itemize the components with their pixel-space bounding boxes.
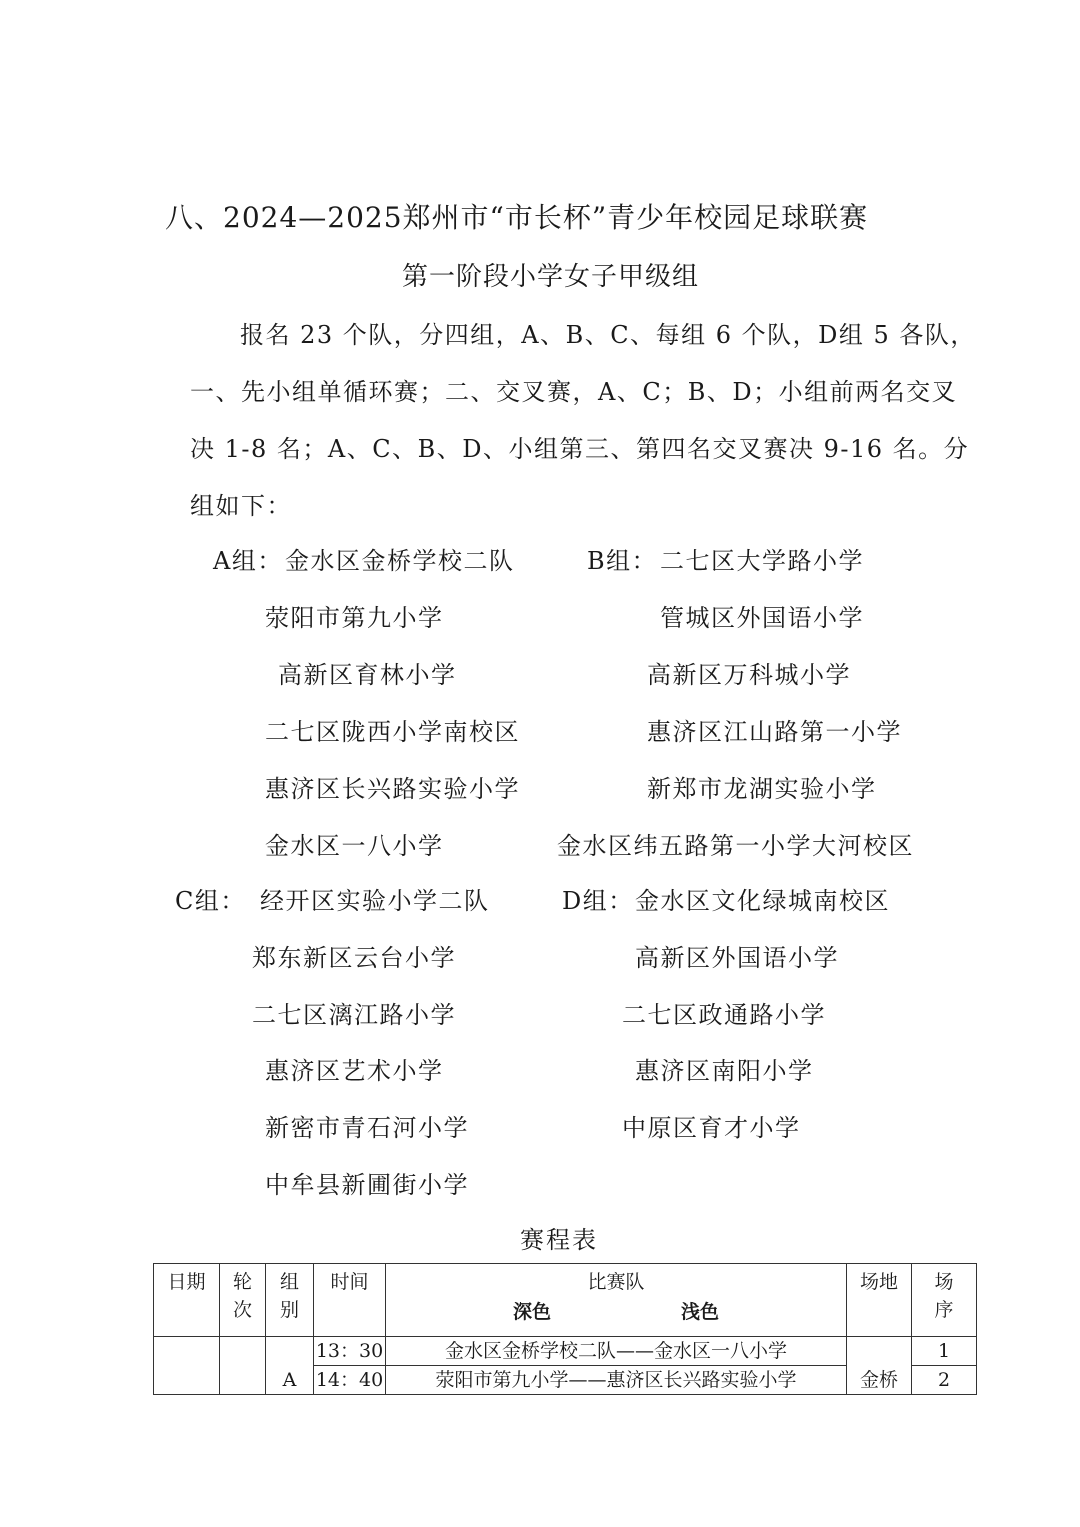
header-group-char: 别 (279, 1299, 299, 1321)
group-a-team: 金水区一八小学 (265, 832, 444, 860)
group-d-team: 高新区外国语小学 (635, 944, 839, 972)
cell-match: 金水区金桥学校二队——金水区一八小学 (386, 1337, 847, 1366)
intro-line-4: 组如下： (190, 492, 292, 520)
group-b-team: 金水区纬五路第一小学大河校区 (557, 832, 914, 860)
group-c-team: 二七区漓江路小学 (252, 1001, 456, 1029)
cell-order: 2 (912, 1366, 977, 1395)
group-d-team: 惠济区南阳小学 (635, 1057, 814, 1085)
cell-time: 13：30 (314, 1337, 386, 1366)
group-a-team: 金水区金桥学校二队 (285, 547, 515, 575)
header-match-label: 比赛队 (587, 1271, 645, 1293)
cell-date (154, 1337, 220, 1395)
header-date: 日期 (154, 1264, 220, 1337)
cell-match: 荥阳市第九小学——惠济区长兴路实验小学 (386, 1366, 847, 1395)
schedule-header-row (154, 1264, 977, 1337)
header-order (912, 1264, 977, 1337)
group-a-team: 高新区育林小学 (278, 661, 457, 689)
group-a-team: 惠济区长兴路实验小学 (265, 775, 520, 803)
header-round (220, 1264, 266, 1337)
group-b-label: B组： (587, 547, 658, 575)
page-title: 八、2024—2025郑州市“市长杯”青少年校园足球联赛 (165, 201, 869, 234)
group-d-team: 二七区政通路小学 (622, 1001, 826, 1029)
group-a-label: A组： (213, 547, 283, 575)
group-b-team: 高新区万科城小学 (647, 661, 851, 689)
header-order-char: 序 (934, 1299, 954, 1321)
cell-order: 1 (912, 1337, 977, 1366)
header-round-char: 次 (232, 1299, 252, 1321)
group-c-label: C组： (175, 887, 246, 915)
cell-group: A (266, 1337, 314, 1395)
schedule-table (153, 1263, 977, 1395)
group-b-team: 管城区外国语小学 (660, 604, 864, 632)
group-c-team: 经开区实验小学二队 (260, 887, 490, 915)
group-a-team: 二七区陇西小学南校区 (265, 718, 520, 746)
group-c-team: 惠济区艺术小学 (265, 1057, 444, 1085)
group-b-team: 惠济区江山路第一小学 (647, 718, 902, 746)
intro-line-3: 决 1-8 名；A、C、B、D、小组第三、第四名交叉赛决 9-16 名。分 (190, 435, 970, 463)
header-group-char: 组 (279, 1271, 299, 1293)
table-row (154, 1337, 977, 1366)
cell-venue: 金桥 (847, 1337, 912, 1395)
group-d-team: 金水区文化绿城南校区 (635, 887, 890, 915)
intro-line-2: 一、先小组单循环赛；二、交叉赛，A、C；B、D；小组前两名交叉 (190, 378, 958, 406)
header-light: 浅色 (681, 1301, 720, 1323)
group-d-team: 中原区育才小学 (622, 1114, 801, 1142)
group-b-team: 二七区大学路小学 (660, 547, 864, 575)
header-match (386, 1264, 847, 1337)
group-c-team: 中牟县新圃街小学 (265, 1171, 469, 1199)
header-time: 时间 (314, 1264, 386, 1337)
cell-time: 14：40 (314, 1366, 386, 1395)
group-a-team: 荥阳市第九小学 (265, 604, 444, 632)
header-round-char: 轮 (232, 1271, 252, 1293)
group-d-label: D组： (562, 887, 634, 915)
header-order-char: 场 (934, 1271, 954, 1293)
intro-line-1: 报名 23 个队，分四组，A、B、C、每组 6 个队，D组 5 各队， (240, 321, 976, 349)
page-subtitle: 第一阶段小学女子甲级组 (402, 262, 700, 292)
group-b-team: 新郑市龙湖实验小学 (647, 775, 877, 803)
group-c-team: 郑东新区云台小学 (252, 944, 456, 972)
cell-round (220, 1337, 266, 1395)
header-group (266, 1264, 314, 1337)
schedule-caption: 赛程表 (520, 1226, 598, 1254)
header-dark: 深色 (512, 1301, 551, 1323)
group-c-team: 新密市青石河小学 (265, 1114, 469, 1142)
header-venue: 场地 (847, 1264, 912, 1337)
